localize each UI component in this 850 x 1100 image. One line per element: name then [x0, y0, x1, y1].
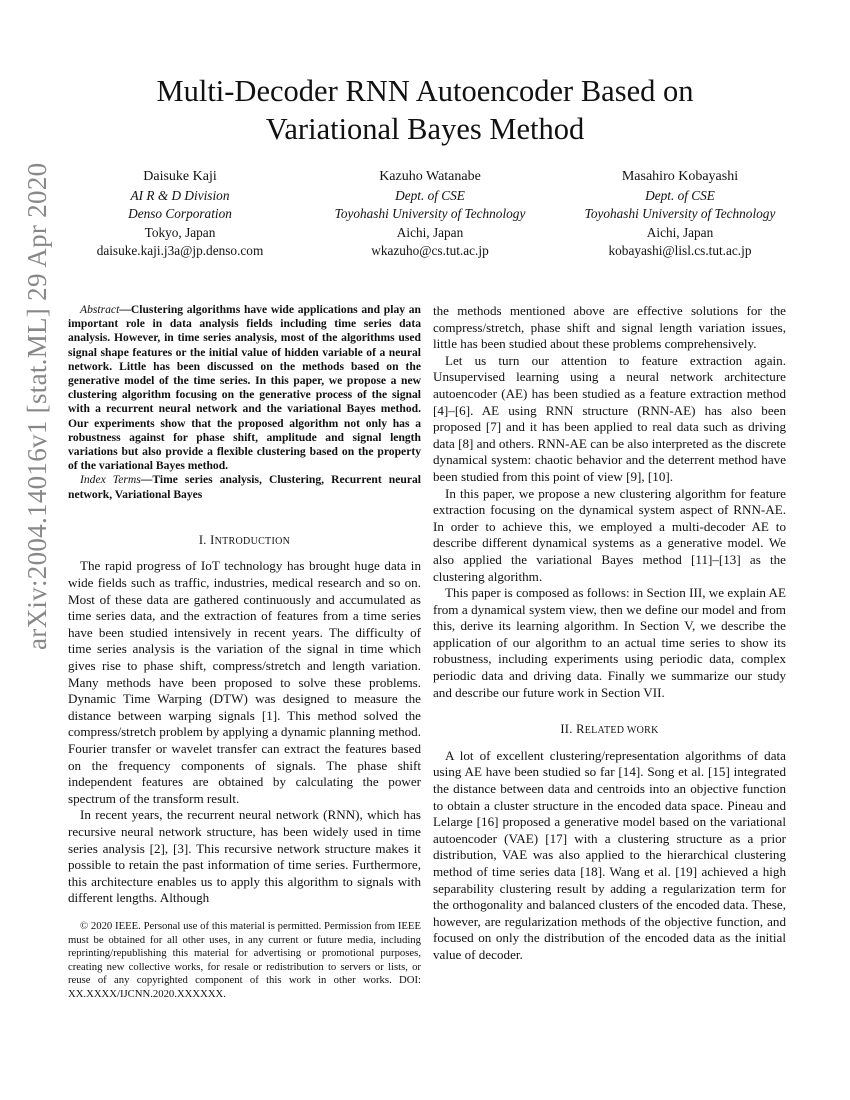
copyright-notice: © 2020 IEEE. Personal use of this material is permitted. Permission from IEEE must be obtained for all other uses, in any current or future media, including reprinting/republishing this material for advertising or promotional purposes, creating new collective works, for resale or redistribution to servers or lists, or reuse of any copyrighted component of this work in other works. DOI: XX.XXXX/IJCNN.2020.XXXXXX. [68, 920, 421, 1000]
author-name: Kazuho Watanabe [379, 169, 481, 184]
author-email: wkazuho@cs.tut.ac.jp [371, 243, 489, 258]
right-column [433, 303, 786, 964]
paragraph: This paper is composed as follows: in Section III, we explain AE from a dynamical system view, then we define our model and from this, derive its learning algorithm. In Section V, we describe the application of our algorithm to an actual time series to show its robustness, including experiments using periodic data, complex periodic data and driving data. Finally we summarize our study and describe our future work in Section VII. [433, 585, 786, 700]
author-name: Daisuke Kaji [143, 169, 217, 184]
author-location: Aichi, Japan [396, 224, 464, 240]
author-email: kobayashi@lisl.cs.tut.ac.jp [608, 243, 752, 258]
section-title: ELATED WORK [584, 725, 659, 737]
paragraph: Let us turn our attention to feature extraction again. Unsupervised learning using a neural network architecture autoencoder (AE) has been studied as a feature extraction method [4]–[6]. AE using RNN structure (RNN-AE) has also been proposed [7] and it has been applied to real data such as driving data [8] and others. RNN-AE can be also interpreted as the discrete dynamical system: chaotic behavior and the deterrent method have been studied from this point of view [9], [10]. [433, 352, 786, 484]
author-location: Tokyo, Japan [144, 224, 216, 240]
section-number: II. R [560, 722, 585, 737]
author-3 [560, 168, 800, 261]
abstract-text: —Clustering algorithms have wide applications and play an important role in data analysis fields including time series data analysis. However, in time series analysis, most of the algorithms used signal shape features or the initial value of hidden variable of a neural network. Little has been discussed on the methods based on the generative model of the time series. In this paper, we propose a new clustering algorithm focusing on the generative process of the signal with a recurrent neural network and the variational Bayes method. Our experiments show that the proposed algorithm not only has a robustness against for phase shift, amplitude and signal length variations but also provide a flexible clustering based on the property of the variational Bayes method. [68, 303, 421, 473]
paragraph: A lot of excellent clustering/representation algorithms of data using AE have been studied so far [14]. Song et al. [15] integrated the distance between data and centroids into an objective function to obtain a cluster structure in the encoded data space. Pineau and Lelarge [16] proposed a generative model based on the variational autoencoder (VAE) [17] with a clustering structure as a prior distribution, VAE was also applied to the hierarchical clustering method of time series data [18]. Wang et al. [19] achieved a high separability clustering result by adding a regularization term for the orthogonality and balanced clusters of the encoded data. These, however, are regularization methods of the objective function, and focused on only the distribution of the encoded data as the initial value of decoder. [433, 747, 786, 962]
index-terms-text: —Time series analysis, Clustering, Recurrent neural network, Variational Bayes [68, 473, 421, 501]
author-org: Toyohashi University of Technology [334, 206, 526, 221]
author-dept: Dept. of CSE [395, 187, 465, 203]
abstract-label: Abstract [80, 303, 120, 316]
author-name: Masahiro Kobayashi [621, 169, 739, 184]
title-line: Multi-Decoder RNN Autoencoder Based on [156, 74, 694, 108]
paragraph: In recent years, the recurrent neural network (RNN), which has recursive neural network structure, has been widely used in time series analysis [2], [3]. This recursive network structure makes it possible to retain the past information of time series. Furthermore, this architecture enables us to apply this algorithm to signals with different lengths. Although [68, 807, 421, 906]
paragraph: the methods mentioned above are effective solutions for the compress/stretch, phase shift and signal length variation issues, little has been studied about these problems comprehensively. [433, 303, 786, 352]
author-2 [310, 168, 550, 261]
author-dept: AI R & D Division [130, 187, 230, 203]
left-column [68, 303, 421, 907]
section-heading-introduction [68, 532, 421, 551]
paragraph: In this paper, we propose a new clustering algorithm for feature extraction focusing on the dynamical system aspect of RNN-AE. In order to achieve this, we employed a multi-decoder AE to describe different dynamical systems as a generative model. We also applied the variational Bayes method [11]–[13] as the clustering algorithm. [433, 485, 786, 584]
author-1 [60, 168, 300, 261]
paragraph: The rapid progress of IoT technology has brought huge data in wide fields such as traffic, industries, medical research and so on. Most of these data are gathered continuously and accumulated as time series data, and the extraction of features from a time series have been studied intensively in recent years. The difficulty of time series analysis is the variation of the signal in time which gives rise to phase shift, compress/stretch and length variation. Many methods have been proposed to solve these problems. Dynamic Time Warping (DTW) was designed to measure the distance between warping signals [1]. This method solved the compress/stretch problem by applying a dynamic planning method. Fourier transfer or wavelet transfer can extract the features based on the frequency components of signals. The phase shift independent features are obtained by calculating the power spectrum of the transform result. [68, 558, 421, 806]
abstract [68, 303, 421, 473]
author-email: daisuke.kaji.j3a@jp.denso.com [96, 243, 264, 258]
author-location: Aichi, Japan [646, 224, 714, 240]
author-block [60, 168, 800, 261]
author-dept: Dept. of CSE [645, 187, 715, 203]
section-heading-related-work [433, 721, 786, 740]
section-number: I. I [198, 532, 215, 547]
title-line: Variational Bayes Method [265, 112, 585, 146]
index-terms-label: Index Terms [80, 473, 141, 487]
author-org: Toyohashi University of Technology [584, 206, 776, 221]
arxiv-stamp: arXiv:2004.14016v1 [stat.ML] 29 Apr 2020 [22, 162, 52, 650]
paper-title [0, 72, 850, 148]
author-org: Denso Corporation [128, 206, 232, 221]
index-terms [68, 473, 421, 501]
section-title: NTRODUCTION [214, 535, 291, 547]
